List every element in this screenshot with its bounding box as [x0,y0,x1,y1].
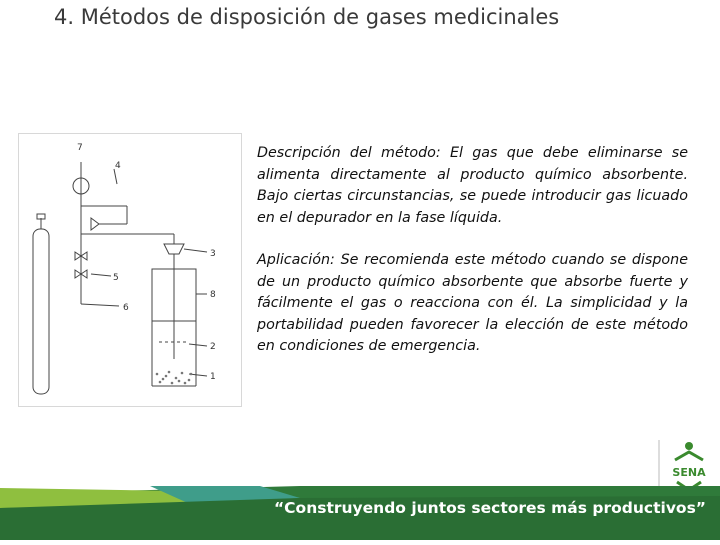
label-1: 1 [210,372,216,382]
method-description: Descripción del método: El gas que debe eliminarse se alimenta directamente al producto químico absorbente. Bajo ciertas circunstancias, se puede introducir gas licuado en el depurador en la fase líquida. [257,145,688,226]
method-text [257,143,688,379]
sena-logo-text: SENA [672,466,706,479]
method-application: Aplicación: Se recomienda este método cuando se dispone de un producto químico absorbente que absorbe fuerte y fácilmente el gas o reacciona con él. La simplicidad y la portabilidad pueden favorecer la elección de este método en condiciones de emergencia. [257,252,688,354]
gas-cylinder [33,229,49,394]
diagram-drawing [19,134,241,406]
label-4: 4 [115,161,121,171]
slide-title: 4. Métodos de disposición de gases medicinales [54,5,560,29]
footer-slogan: “Construyendo juntos sectores más productivos” [273,499,706,517]
scrubber-head [164,244,184,254]
label-6: 6 [123,303,129,313]
label-8: 8 [210,290,216,300]
label-5: 5 [113,273,119,283]
check-valve [91,218,99,230]
label-7: 7 [77,143,83,153]
label-3: 3 [210,249,216,259]
gas-disposal-diagram [18,133,242,407]
label-2: 2 [210,342,216,352]
absorbent-granules [156,371,193,385]
